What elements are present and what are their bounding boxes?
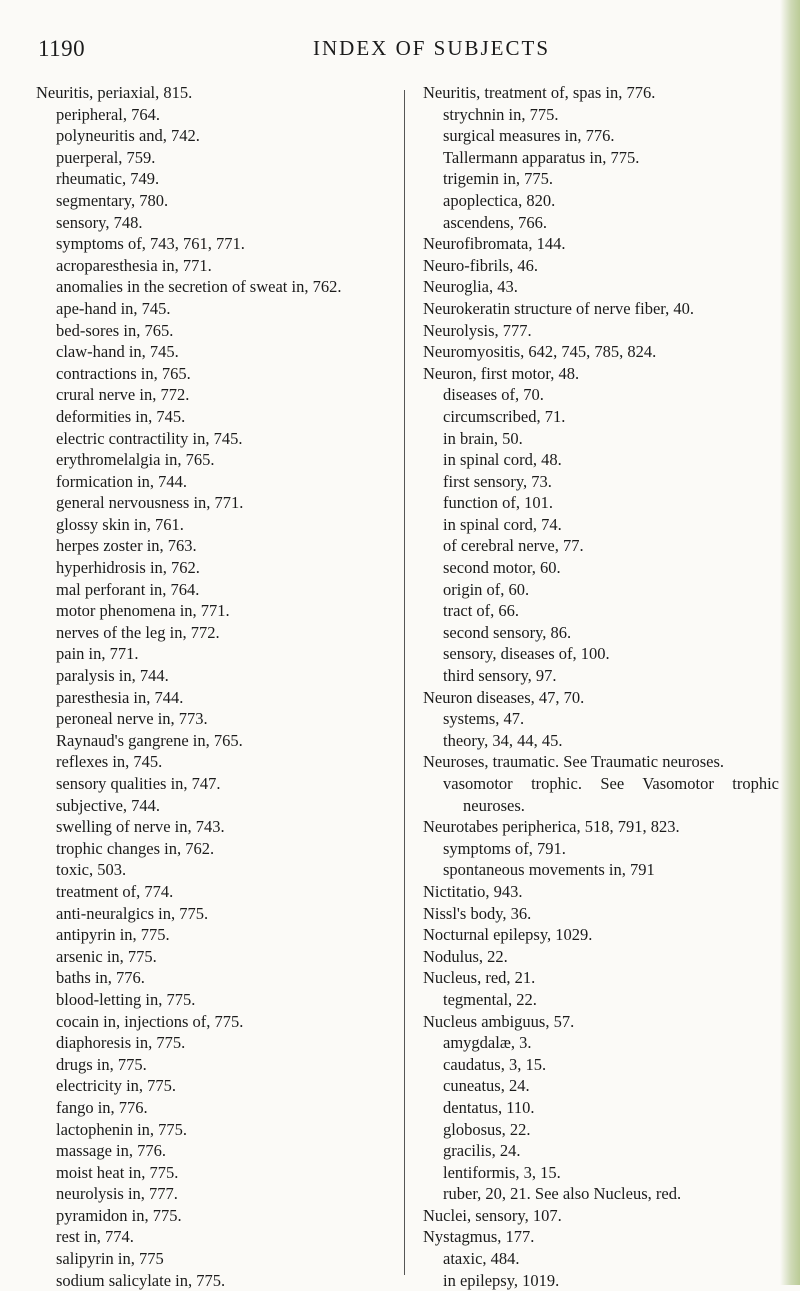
- index-subentry: bed-sores in, 765.: [56, 320, 174, 340]
- index-subentry: crural nerve in, 772.: [56, 385, 190, 405]
- index-entry: Nocturnal epilepsy, 1029.: [423, 925, 593, 945]
- index-subentry: globosus, 22.: [443, 1119, 531, 1139]
- index-subentry: ascendens, 766.: [443, 212, 548, 232]
- index-subentry: paralysis in, 744.: [56, 666, 169, 686]
- index-subentry: rest in, 774.: [56, 1227, 134, 1247]
- index-subentry: fango in, 776.: [56, 1097, 148, 1117]
- index-subentry: circumscribed, 71.: [443, 406, 566, 426]
- index-subentry: contractions in, 765.: [56, 363, 191, 383]
- index-subentry: in spinal cord, 48.: [443, 450, 562, 470]
- index-subentry: diaphoresis in, 775.: [56, 1033, 186, 1053]
- index-subentry: in epilepsy, 1019.: [443, 1270, 560, 1290]
- index-entry: Neuritis, periaxial, 815.: [36, 83, 193, 102]
- index-entry: Neuron, first motor, 48.: [423, 363, 580, 383]
- index-subentry: subjective, 744.: [56, 795, 161, 815]
- index-subentry: surgical measures in, 776.: [443, 126, 615, 146]
- index-subentry: treatment of, 774.: [56, 881, 174, 901]
- index-subentry: ape-hand in, 745.: [56, 298, 171, 318]
- index-subentry: second motor, 60.: [443, 558, 561, 578]
- index-subentry: herpes zoster in, 763.: [56, 536, 197, 556]
- index-entry: Nictitatio, 943.: [423, 881, 523, 901]
- index-subentry: arsenic in, 775.: [56, 946, 157, 966]
- index-subentry: trophic changes in, 762.: [56, 838, 215, 858]
- index-subentry: salipyrin in, 775: [56, 1249, 164, 1269]
- index-subentry: peripheral, 764.: [56, 104, 161, 124]
- index-subentry: trigemin in, 775.: [443, 169, 553, 189]
- index-subentry: moist heat in, 775.: [56, 1162, 179, 1182]
- index-entry: Neurokeratin structure of nerve fiber, 40.: [423, 298, 695, 318]
- index-subentry: symptoms of, 743, 761, 771.: [56, 234, 245, 254]
- index-entry: Nodulus, 22.: [423, 946, 508, 966]
- index-subentry: pain in, 771.: [56, 644, 139, 664]
- index-subentry: puerperal, 759.: [56, 147, 156, 167]
- index-subentry: third sensory, 97.: [443, 666, 557, 686]
- page-header: [0, 36, 800, 66]
- running-head: INDEX OF SUBJECTS: [313, 36, 551, 60]
- index-subentry: vasomotor trophic. See Vasomotor trophic neuroses.: [443, 774, 779, 815]
- index-subentry: pyramidon in, 775.: [56, 1205, 182, 1225]
- index-subentry: Tallermann apparatus in, 775.: [443, 147, 640, 167]
- index-subentry: amygdalæ, 3.: [443, 1033, 532, 1053]
- index-column-left: [36, 82, 416, 1291]
- index-subentry: electric contractility in, 745.: [56, 428, 243, 448]
- index-subentry: antipyrin in, 775.: [56, 925, 170, 945]
- index-entry: Neurotabes peripherica, 518, 791, 823.: [423, 817, 680, 837]
- index-subentry: spontaneous movements in, 791: [443, 860, 655, 880]
- index-subentry: toxic, 503.: [56, 860, 127, 880]
- index-subentry: systems, 47.: [443, 709, 525, 729]
- index-subentry: rheumatic, 749.: [56, 169, 160, 189]
- index-subentry: polyneuritis and, 742.: [56, 126, 200, 146]
- index-subentry: segmentary, 780.: [56, 190, 169, 210]
- index-subentry: blood-letting in, 775.: [56, 989, 196, 1009]
- index-subentry: erythromelalgia in, 765.: [56, 450, 215, 470]
- index-entry: Nystagmus, 177.: [423, 1227, 535, 1247]
- index-subentry: peroneal nerve in, 773.: [56, 709, 208, 729]
- index-subentry: sensory, diseases of, 100.: [443, 644, 610, 664]
- index-subentry: lentiformis, 3, 15.: [443, 1162, 561, 1182]
- index-entry: Neurolysis, 777.: [423, 320, 532, 340]
- index-subentry: gracilis, 24.: [443, 1141, 521, 1161]
- index-subentry: apoplectica, 820.: [443, 190, 556, 210]
- index-entry: Nucleus ambiguus, 57.: [423, 1011, 575, 1031]
- index-subentry: hyperhidrosis in, 762.: [56, 558, 200, 578]
- index-subentry: symptoms of, 791.: [443, 838, 566, 858]
- page-number: 1190: [38, 36, 86, 61]
- index-subentry: theory, 34, 44, 45.: [443, 730, 563, 750]
- index-entry: Nucleus, red, 21.: [423, 968, 536, 988]
- index-subentry: glossy skin in, 761.: [56, 514, 184, 534]
- index-subentry: second sensory, 86.: [443, 622, 572, 642]
- index-subentry: cuneatus, 24.: [443, 1076, 530, 1096]
- index-entry: Neuro-fibrils, 46.: [423, 255, 539, 275]
- index-subentry: drugs in, 775.: [56, 1054, 147, 1074]
- index-subentry: sensory qualities in, 747.: [56, 774, 221, 793]
- index-entry: Neuromyositis, 642, 745, 785, 824.: [423, 342, 657, 362]
- index-entry: Neuritis, treatment of, spas in, 776.: [423, 83, 656, 102]
- index-subentry: strychnin in, 775.: [443, 104, 559, 124]
- index-subentry: in brain, 50.: [443, 428, 523, 448]
- index-subentry: diseases of, 70.: [443, 385, 544, 405]
- index-column-right: [423, 82, 779, 1291]
- index-subentry: origin of, 60.: [443, 579, 530, 599]
- index-subentry: sodium salicylate in, 775.: [56, 1270, 226, 1290]
- index-subentry: Raynaud's gangrene in, 765.: [56, 730, 243, 750]
- index-subentry: caudatus, 3, 15.: [443, 1054, 547, 1074]
- index-subentry: motor phenomena in, 771.: [56, 601, 230, 621]
- index-entry: Nuclei, sensory, 107.: [423, 1205, 562, 1225]
- page-edge-shading: [780, 0, 800, 1285]
- index-subentry: sensory, 748.: [56, 212, 143, 232]
- index-subentry: general nervousness in, 771.: [56, 493, 244, 513]
- index-subentry: nerves of the leg in, 772.: [56, 622, 220, 642]
- index-subentry: paresthesia in, 744.: [56, 687, 184, 707]
- index-subentry: function of, 101.: [443, 493, 553, 513]
- index-subentry: ataxic, 484.: [443, 1249, 520, 1269]
- index-entry: Neurofibromata, 144.: [423, 234, 566, 254]
- index-entry: Nissl's body, 36.: [423, 903, 532, 923]
- index-subentry: swelling of nerve in, 743.: [56, 817, 225, 837]
- index-subentry: dentatus, 110.: [443, 1097, 535, 1117]
- index-subentry: of cerebral nerve, 77.: [443, 536, 584, 556]
- index-subentry: tract of, 66.: [443, 601, 520, 621]
- index-subentry: formication in, 744.: [56, 471, 188, 491]
- index-subentry: tegmental, 22.: [443, 989, 537, 1009]
- index-subentry: mal perforant in, 764.: [56, 579, 200, 599]
- index-subentry: lactophenin in, 775.: [56, 1119, 188, 1139]
- index-subentry: anti-neuralgics in, 775.: [56, 903, 209, 923]
- index-subentry: deformities in, 745.: [56, 406, 186, 426]
- index-subentry: neurolysis in, 777.: [56, 1184, 178, 1204]
- index-subentry: anomalies in the secretion of sweat in, 762.: [56, 277, 342, 297]
- index-subentry: first sensory, 73.: [443, 471, 552, 491]
- index-entry: Neuroses, traumatic. See Traumatic neuroses.: [423, 752, 725, 772]
- index-subentry: claw-hand in, 745.: [56, 342, 179, 362]
- index-entry: Neuroglia, 43.: [423, 277, 518, 297]
- index-entry: Neuron diseases, 47, 70.: [423, 687, 585, 707]
- index-subentry: in spinal cord, 74.: [443, 514, 562, 534]
- index-subentry: acroparesthesia in, 771.: [56, 255, 212, 275]
- index-subentry: cocain in, injections of, 775.: [56, 1011, 244, 1031]
- index-subentry: baths in, 776.: [56, 968, 145, 988]
- index-subentry: reflexes in, 745.: [56, 752, 163, 772]
- index-subentry: massage in, 776.: [56, 1141, 166, 1161]
- index-subentry: electricity in, 775.: [56, 1076, 177, 1096]
- index-subentry: ruber, 20, 21. See also Nucleus, red.: [443, 1184, 682, 1204]
